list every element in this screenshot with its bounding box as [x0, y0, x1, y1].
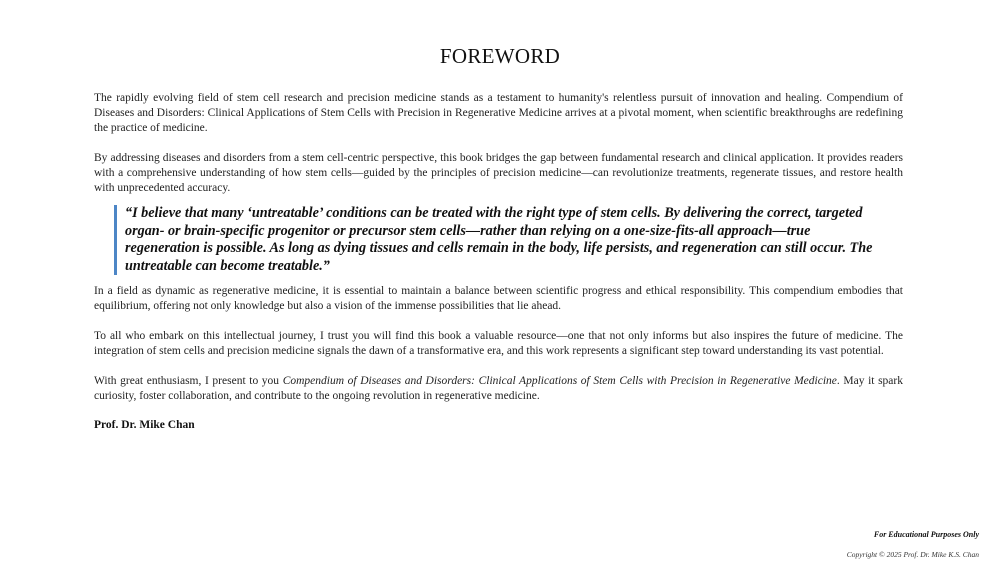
page-title: FOREWORD [439, 44, 561, 68]
copyright-notice: Copyright © 2025 Prof. Dr. Mike K.S. Chan [846, 550, 979, 559]
paragraph-approach: By addressing diseases and disorders from a stem cell-centric perspective, this book bridges the gap between fundamental research and clinical application. It provides readers with a comprehensive understanding of how stem cells—guided by the principles of precision medicine—can revolutionize treatments, regenerate tissues, and restore health with unprecedented accuracy. [94, 152, 903, 194]
closing-outro: . May it spark curiosity, foster collaboration, and contribute to the ongoing revolution in regenerative medicine. [94, 375, 903, 403]
paragraph-ethics: In a field as dynamic as regenerative medicine, it is essential to maintain a balance between scientific progress and ethical responsibility. This compendium embodies that equilibrium, offering not only knowledge but also a vision of the immense possibilities that lie ahead. [94, 285, 903, 313]
book-title: Compendium of Diseases and Disorders: Clinical Applications of Stem Cells with Precision in Regenerative Medicine [282, 375, 837, 388]
foreword-body [94, 91, 903, 431]
pull-quote: “I believe that many ‘untreatable’ conditions can be treated with the right type of stem cells. By delivering the correct, targeted organ- or brain-specific progenitor or precursor stem cells—rather than relying on a one-size-fits-all approach—true regeneration is possible. As long as dying tissues and cells remain in the body, life persists, and regeneration can still occur. The untreatable can become treatable.” [114, 205, 877, 275]
closing-intro: With great enthusiasm, I present to you [94, 375, 283, 388]
paragraph-closing [94, 374, 903, 404]
paragraph-intro: The rapidly evolving field of stem cell research and precision medicine stands as a testament to humanity's relentless pursuit of innovation and healing. Compendium of Diseases and Disorders: Clinical Applications of Stem Cells with Precision in Regenerative Medicine arrives at a pivotal moment, when scientific breakthroughs are redefining the practice of medicine. [94, 92, 903, 134]
educational-notice: For Educational Purposes Only [873, 530, 979, 539]
author-signature: Prof. Dr. Mike Chan [94, 419, 195, 432]
paragraph-journey: To all who embark on this intellectual journey, I trust you will find this book a valuable resource—one that not only informs but also inspires the future of medicine. The integration of stem cells and precision medicine signals the dawn of a transformative era, and this work represents a significant step toward understanding its vast potential. [94, 330, 903, 358]
